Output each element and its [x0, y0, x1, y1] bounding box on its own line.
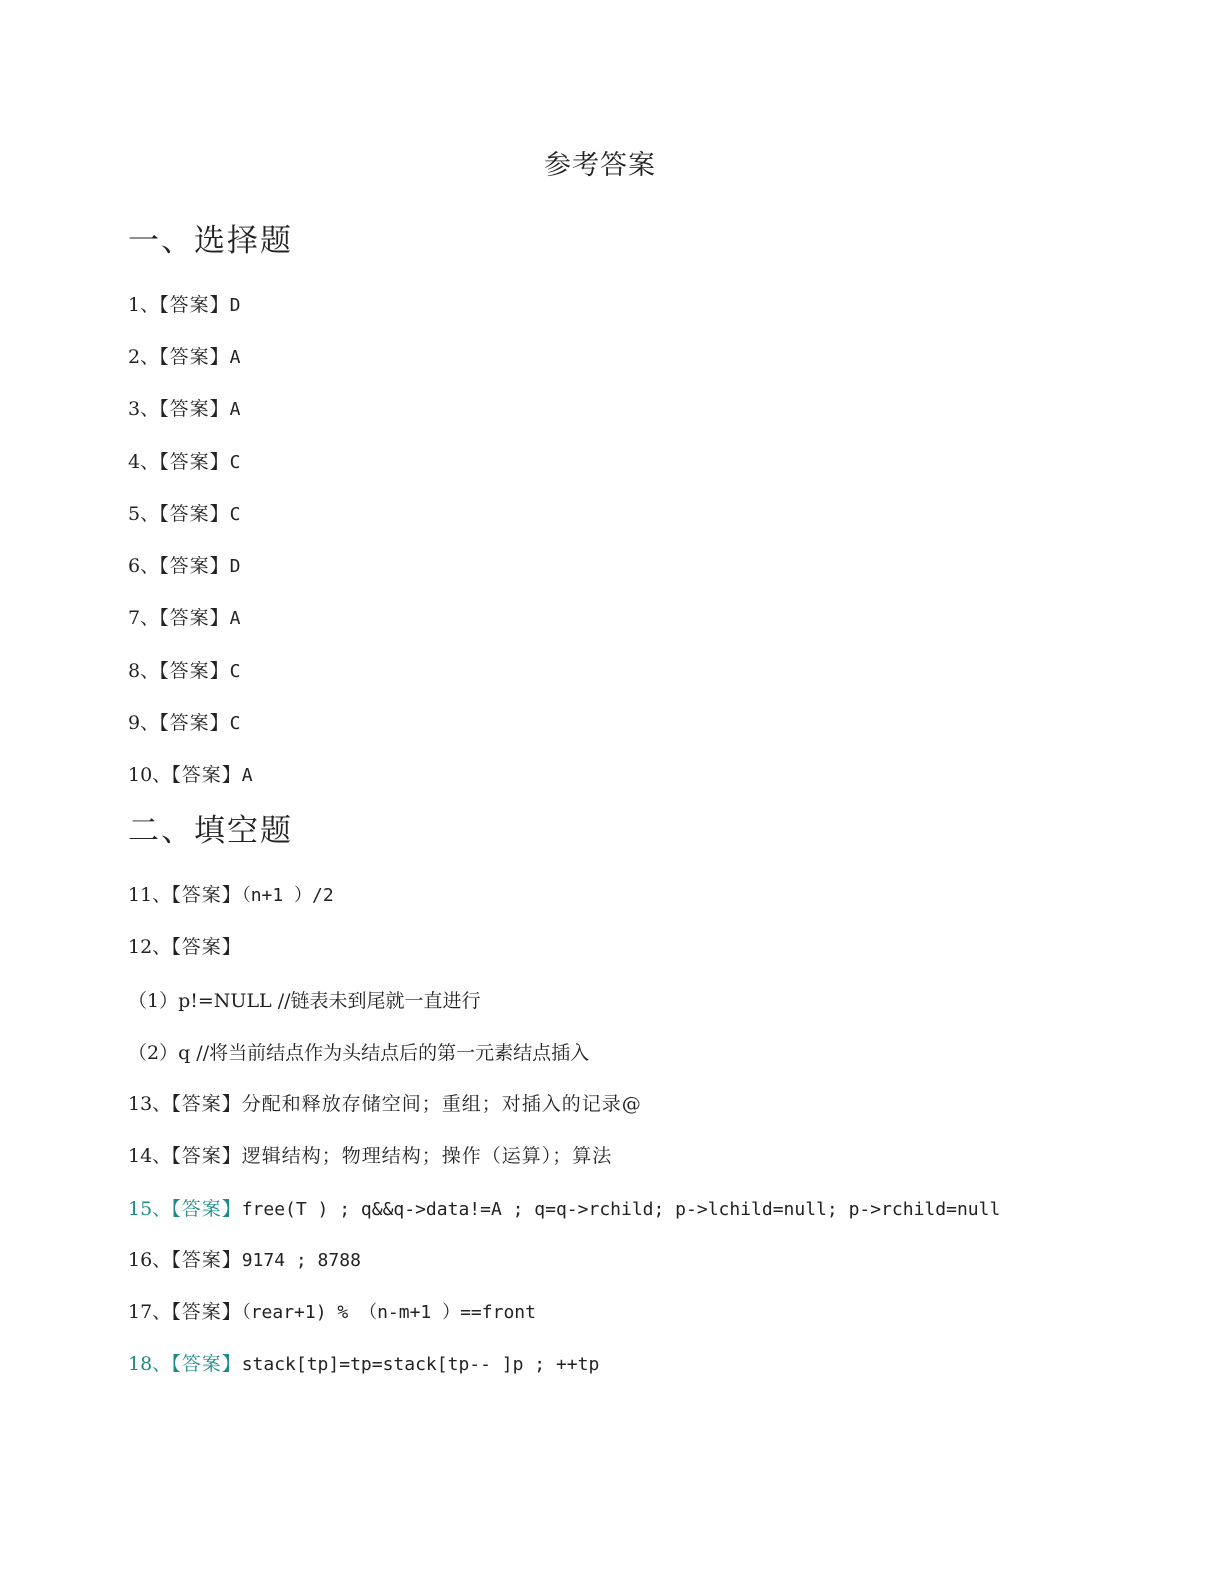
answer-tag: 【答案】: [159, 398, 230, 420]
answer-value: C: [229, 452, 241, 473]
answer-tag: 【答案】: [159, 346, 230, 368]
answer-tag: 【答案】: [159, 712, 230, 734]
page-title: 参考答案: [544, 150, 656, 181]
answer-tag: 【答案】: [159, 451, 230, 473]
answer-4: [128, 447, 240, 474]
answer-17: [128, 1297, 536, 1324]
answer-15: [128, 1194, 1000, 1221]
answer-tag: 【答案】: [159, 503, 230, 525]
question-number: 12、: [128, 936, 172, 958]
answer-value: （rear+1) % （n-m+1 ）==front: [241, 1302, 536, 1323]
question-number: 3、: [128, 398, 160, 420]
answer-value: A: [229, 608, 241, 629]
answer-value: 分配和释放存储空间；重组；对插入的记录@: [241, 1093, 642, 1115]
answer-tag: 【答案】: [171, 1198, 242, 1220]
answer-13: [128, 1089, 642, 1116]
answer-tag: 【答案】: [171, 884, 242, 906]
answer-tag: 【答案】: [171, 1353, 242, 1375]
answer-value: 逻辑结构；物理结构；操作（运算）；算法: [241, 1145, 613, 1167]
question-number: 6、: [128, 555, 160, 577]
question-number: 9、: [128, 712, 160, 734]
answer-18: [128, 1349, 599, 1376]
question-number: 8、: [128, 660, 160, 682]
answer-tag: 【答案】: [171, 936, 242, 958]
question-number: 15、: [128, 1198, 172, 1220]
answer-9: [128, 708, 240, 735]
answer-tag: 【答案】: [159, 294, 230, 316]
question-number: 4、: [128, 451, 160, 473]
question-number: 1、: [128, 294, 160, 316]
answer-11: [128, 880, 334, 907]
answer-tag: 【答案】: [159, 555, 230, 577]
answer-value: C: [229, 661, 241, 682]
answer-12-part-1: （1）p!=NULL //链表未到尾就一直进行: [128, 990, 481, 1012]
answer-2: [128, 342, 240, 369]
answer-value: stack[tp]=tp=stack[tp-- ]p ; ++tp: [241, 1354, 600, 1375]
answer-value: C: [229, 504, 241, 525]
question-number: 16、: [128, 1249, 172, 1271]
question-number: 18、: [128, 1353, 172, 1375]
question-number: 14、: [128, 1145, 172, 1167]
answer-5: [128, 499, 240, 526]
answer-value: D: [229, 556, 241, 577]
answer-tag: 【答案】: [159, 660, 230, 682]
answer-3: [128, 394, 240, 421]
section-heading-choice: 一、选择题: [128, 223, 293, 259]
question-number: 11、: [128, 884, 172, 906]
answer-value: free(T ) ; q&&q->data!=A ; q=q->rchild; p->lchild=null; p->rchild=null: [241, 1199, 1001, 1220]
answer-tag: 【答案】: [171, 764, 242, 786]
answer-7: [128, 603, 240, 630]
section-heading-fill: 二、填空题: [128, 813, 293, 849]
answer-tag: 【答案】: [171, 1249, 242, 1271]
answer-8: [128, 656, 240, 683]
question-number: 13、: [128, 1093, 172, 1115]
answer-16: [128, 1245, 361, 1272]
answer-14: [128, 1141, 612, 1168]
answer-10: [128, 760, 253, 787]
question-number: 17、: [128, 1301, 172, 1323]
answer-tag: 【答案】: [171, 1145, 242, 1167]
answer-value: C: [229, 713, 241, 734]
answer-value: D: [229, 295, 241, 316]
answer-value: （n+1 ）/2: [241, 885, 334, 906]
question-number: 10、: [128, 764, 172, 786]
question-number: 5、: [128, 503, 160, 525]
answer-value: A: [241, 765, 253, 786]
question-number: 7、: [128, 607, 160, 629]
question-number: 2、: [128, 346, 160, 368]
answer-1: [128, 290, 240, 317]
answer-value: 9174 ; 8788: [241, 1250, 361, 1271]
answer-tag: 【答案】: [171, 1301, 242, 1323]
answer-tag: 【答案】: [171, 1093, 242, 1115]
answer-tag: 【答案】: [159, 607, 230, 629]
answer-12-part-2: （2）q //将当前结点作为头结点后的第一元素结点插入: [128, 1042, 590, 1064]
answer-12: [128, 932, 242, 959]
answer-value: A: [229, 399, 241, 420]
answer-value: A: [229, 347, 241, 368]
answer-6: [128, 551, 240, 578]
